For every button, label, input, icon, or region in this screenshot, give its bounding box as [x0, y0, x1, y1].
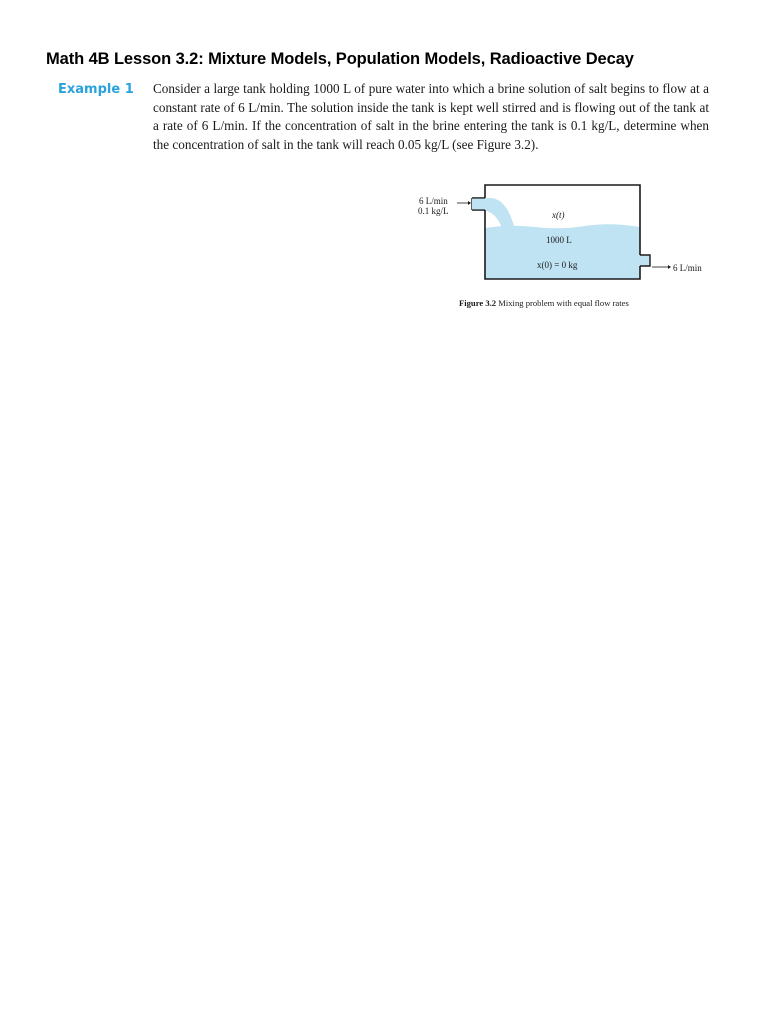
- figure-caption: [459, 298, 629, 308]
- outflow-arrow-head: [668, 265, 671, 269]
- inflow-pipe-fill: [472, 199, 485, 210]
- example-text: Consider a large tank holding 1000 L of pure water into which a brine solution of salt begins to flow at a constant rate of 6 L/min. The solution inside the tank is kept well stirred and is flowing out of the tank at a rate of 6 L/min. If the concentration of salt in the brine entering the tank is 0.1 kg/L, determine when the concentration of salt in the tank will reach 0.05 kg/L (see Figure 3.2).: [153, 81, 709, 152]
- figure-mixing-tank: [410, 180, 720, 320]
- tank-water: [485, 224, 640, 279]
- initial-condition-label: x(0) = 0 kg: [537, 260, 578, 270]
- inflow-arrow-head: [468, 201, 471, 205]
- inflow-rate-label: 6 L/min: [419, 196, 448, 206]
- caption-number: Figure 3.2: [459, 298, 497, 308]
- tank-volume-label: 1000 L: [546, 235, 572, 245]
- example-label: Example 1: [58, 82, 134, 97]
- outflow-rate-label: 6 L/min: [673, 263, 702, 273]
- page-title: Math 4B Lesson 3.2: Mixture Models, Population Models, Radioactive Decay: [46, 50, 634, 68]
- salt-amount-label: x(t): [552, 210, 565, 220]
- inflow-concentration-label: 0.1 kg/L: [418, 206, 449, 216]
- outflow-pipe-fill: [640, 256, 650, 266]
- caption-text: Mixing problem with equal flow rates: [498, 298, 629, 308]
